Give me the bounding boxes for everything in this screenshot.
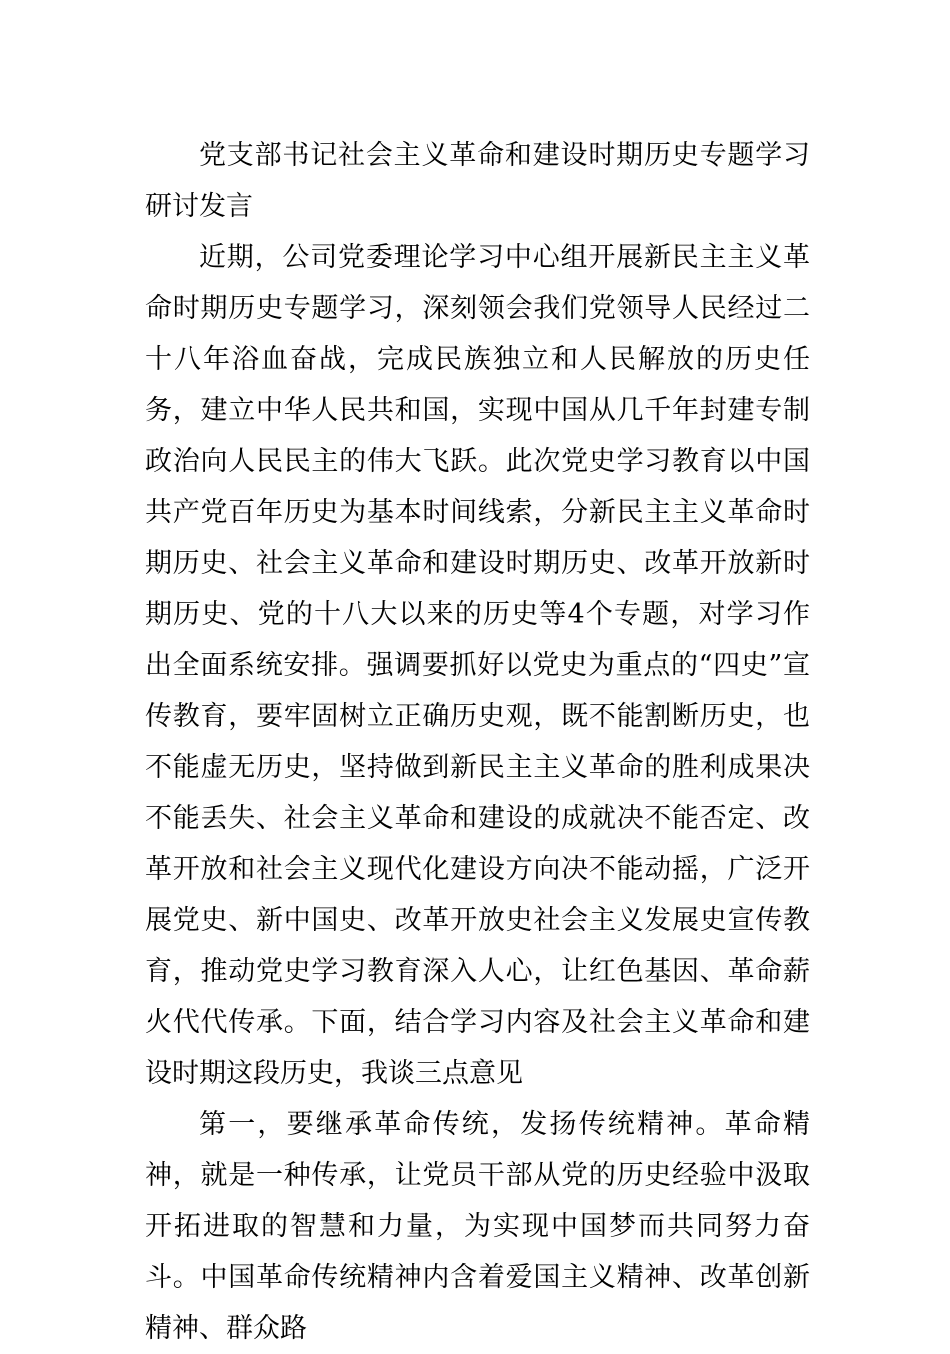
document-title: 党支部书记社会主义革命和建设时期历史专题学习研讨发言 [145, 140, 810, 222]
paragraph-first-point: 第一，要继承革命传统，发扬传统精神。革命精神，就是一种传承，让党员干部从党的历史经验中汲取开拓进取的智慧和力量，为实现中国梦而共同努力奋斗。中国革命传统精神内含着爱国主义精神、改革创新精神、群众路 [145, 1109, 810, 1344]
document-body [145, 130, 810, 1354]
paragraph-intro: 近期，公司党委理论学习中心组开展新民主主义革命时期历史专题学习，深刻领会我们党领导人民经过二十八年浴血奋战，完成民族独立和人民解放的历史任务，建立中华人民共和国，实现中国从几千年封建专制政治向人民民主的伟大飞跃。此次党史学习教育以中国共产党百年历史为基本时间线索，分新民主主义革命时期历史、社会主义革命和建设时期历史、改革开放新时期历史、党的十八大以来的历史等4个专题，对学习作出全面系统安排。强调要抓好以党史为重点的“四史”宣传教育，要牢固树立正确历史观，既不能割断历史，也不能虚无历史，坚持做到新民主主义革命的胜利成果决不能丢失、社会主义革命和建设的成就决不能否定、改革开放和社会主义现代化建设方向决不能动摇，广泛开展党史、新中国史、改革开放史社会主义发展史宣传教育，推动党史学习教育深入人心，让红色基因、革命薪火代代传承。下面，结合学习内容及社会主义革命和建设时期这段历史，我谈三点意见 [145, 242, 810, 1089]
